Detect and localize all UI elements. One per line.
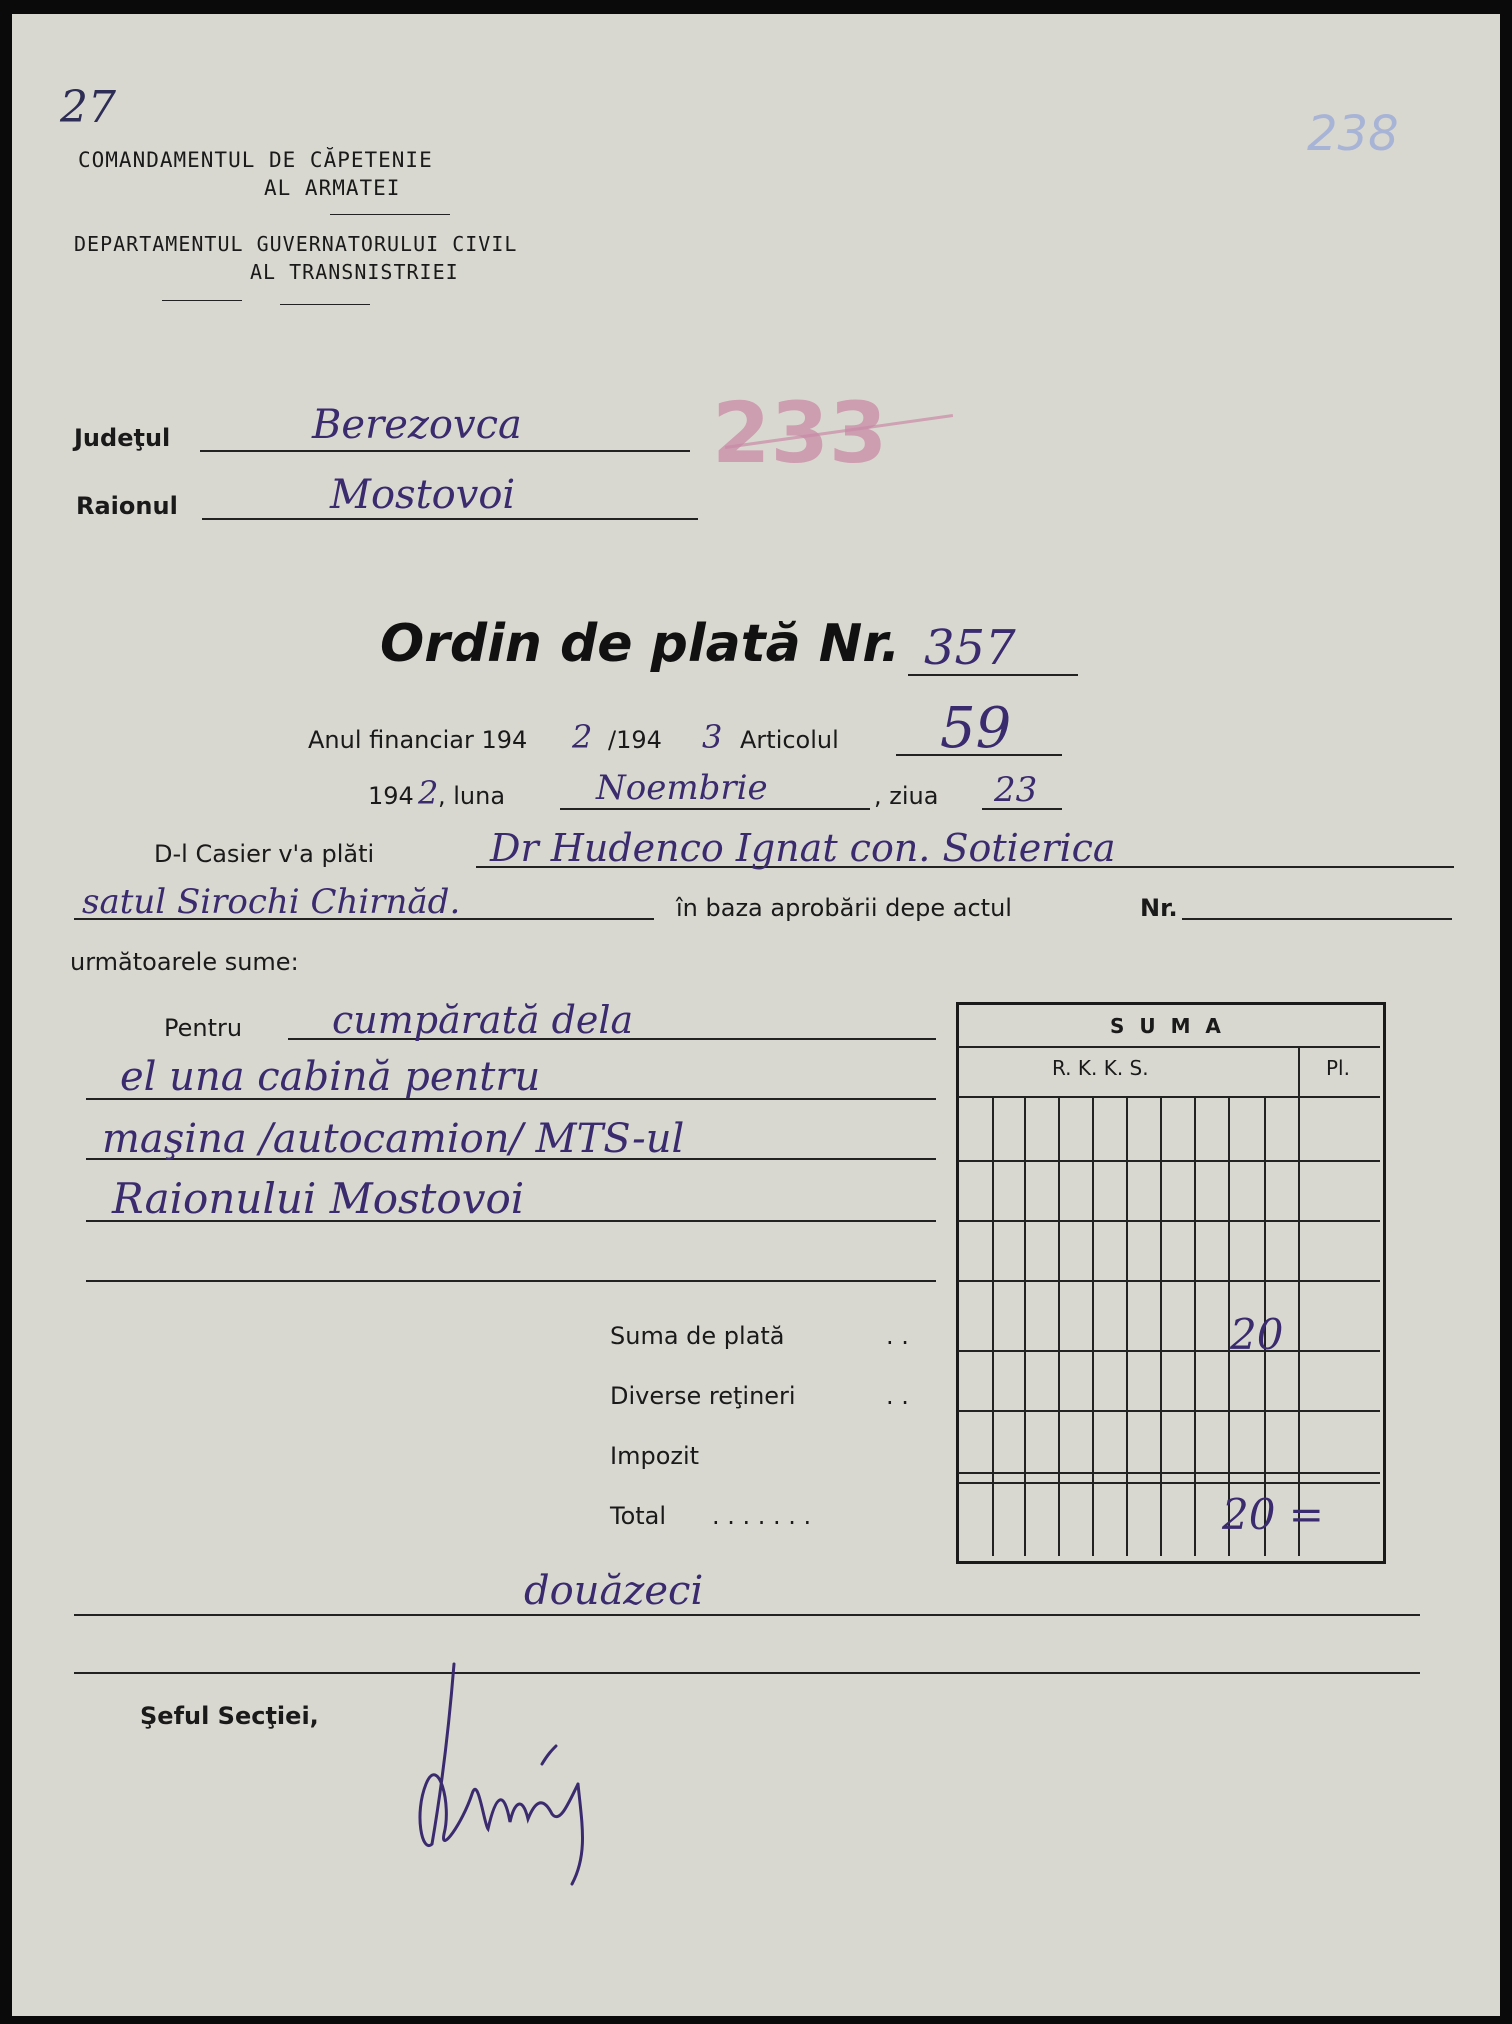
- col-4: [1092, 1098, 1094, 1556]
- order-number: 357: [924, 620, 1016, 676]
- header-divider-3: [280, 304, 370, 305]
- header-line-4: AL TRANSNISTRIEI: [250, 260, 459, 284]
- header-line-1: COMANDAMENTUL DE CĂPETENIE: [78, 148, 433, 172]
- luna-line: [560, 808, 870, 810]
- corner-number: 27: [60, 82, 116, 133]
- judet-line: [200, 450, 690, 452]
- header-line-2: AL ARMATEI: [264, 176, 401, 200]
- luna-label: , luna: [438, 782, 506, 810]
- payee-village: satul Sirochi Chirnăd.: [82, 882, 461, 922]
- suma-plata-value: 20: [1230, 1310, 1284, 1359]
- col-1: [992, 1098, 994, 1556]
- subheader-divider: [958, 1096, 1380, 1098]
- purpose-text-3: maşina /autocamion/ MTS-ul: [102, 1116, 685, 1162]
- impozit-label: Impozit: [610, 1442, 700, 1470]
- raion-label: Raionul: [76, 492, 178, 520]
- pl-divider: [1298, 1048, 1300, 1556]
- col-7: [1194, 1098, 1196, 1556]
- articol-label: Articolul: [740, 726, 839, 754]
- purpose-line-5: [86, 1280, 936, 1282]
- judet-value: Berezovca: [312, 402, 522, 448]
- luna-value: Noembrie: [596, 768, 768, 808]
- urmatoarele-label: următoarele sume:: [70, 948, 299, 976]
- purpose-text-4: Raionului Mostovoi: [112, 1174, 525, 1223]
- col-2: [1024, 1098, 1026, 1556]
- fiscal-prefix: Anul financiar 194: [308, 726, 528, 754]
- date-year: 2: [418, 774, 439, 812]
- payee-label: D-l Casier v'a plăti: [154, 840, 375, 868]
- ziua-value: 23: [994, 770, 1038, 810]
- payee-name: Dr Hudenco Ignat con. Sotierica: [490, 826, 1116, 870]
- stamp-number: 233: [712, 384, 888, 482]
- signature-stroke: [420, 1664, 583, 1884]
- dots-3: . . . . . . .: [712, 1502, 812, 1530]
- fiscal-sep: /194: [608, 726, 662, 754]
- raion-value: Mostovoi: [330, 472, 516, 518]
- judet-label: Judeţul: [74, 424, 171, 452]
- ziua-label: , ziua: [874, 782, 939, 810]
- dots-2: . .: [886, 1382, 909, 1410]
- amount-in-words: douăzeci: [524, 1568, 704, 1614]
- total-label: Total: [610, 1502, 667, 1530]
- diverse-label: Diverse reţineri: [610, 1382, 796, 1410]
- row-4: [958, 1350, 1380, 1352]
- row-2: [958, 1220, 1380, 1222]
- purpose-text-2: el una cabină pentru: [120, 1054, 541, 1100]
- col-3: [1058, 1098, 1060, 1556]
- col-6: [1160, 1098, 1162, 1556]
- purpose-text-1: cumpărată dela: [332, 998, 634, 1042]
- document-page: [12, 14, 1500, 2016]
- archive-number: 238: [1307, 106, 1399, 162]
- row-1: [958, 1160, 1380, 1162]
- sef-label: Şeful Secţiei,: [140, 1702, 319, 1730]
- articol-value: 59: [940, 696, 1012, 761]
- header-line-3: DEPARTAMENTUL GUVERNATORULUI CIVIL: [74, 232, 518, 256]
- row-5: [958, 1410, 1380, 1412]
- nr-label: Nr.: [1140, 894, 1178, 922]
- signature-image: [392, 1654, 652, 1894]
- col-5: [1126, 1098, 1128, 1556]
- words-line-2: [74, 1672, 1420, 1674]
- fiscal-year-1: 2: [572, 718, 593, 756]
- suma-table: [956, 1002, 1386, 1564]
- suma-plata-label: Suma de plată: [610, 1322, 785, 1350]
- words-line: [74, 1614, 1420, 1616]
- row-3: [958, 1280, 1380, 1282]
- suma-header: S U M A: [1110, 1014, 1225, 1038]
- header-divider: [330, 214, 450, 215]
- purpose-label: Pentru: [164, 1014, 243, 1042]
- dots-1: . .: [886, 1322, 909, 1350]
- pl-header: Pl.: [1326, 1056, 1350, 1080]
- date-year-prefix: 194: [368, 782, 414, 810]
- nr-line: [1182, 918, 1452, 920]
- fiscal-year-2: 3: [702, 718, 723, 756]
- rkks-header: R. K. K. S.: [1052, 1056, 1149, 1080]
- total-value: 20 =: [1222, 1490, 1324, 1539]
- header-divider-2: [162, 300, 242, 301]
- raion-line: [202, 518, 698, 520]
- page-title: Ordin de plată Nr.: [380, 614, 901, 674]
- aprobare-label: în baza aprobării depe actul: [676, 894, 1012, 922]
- row-6b: [958, 1482, 1380, 1484]
- row-6: [958, 1472, 1380, 1474]
- suma-header-divider: [958, 1046, 1380, 1048]
